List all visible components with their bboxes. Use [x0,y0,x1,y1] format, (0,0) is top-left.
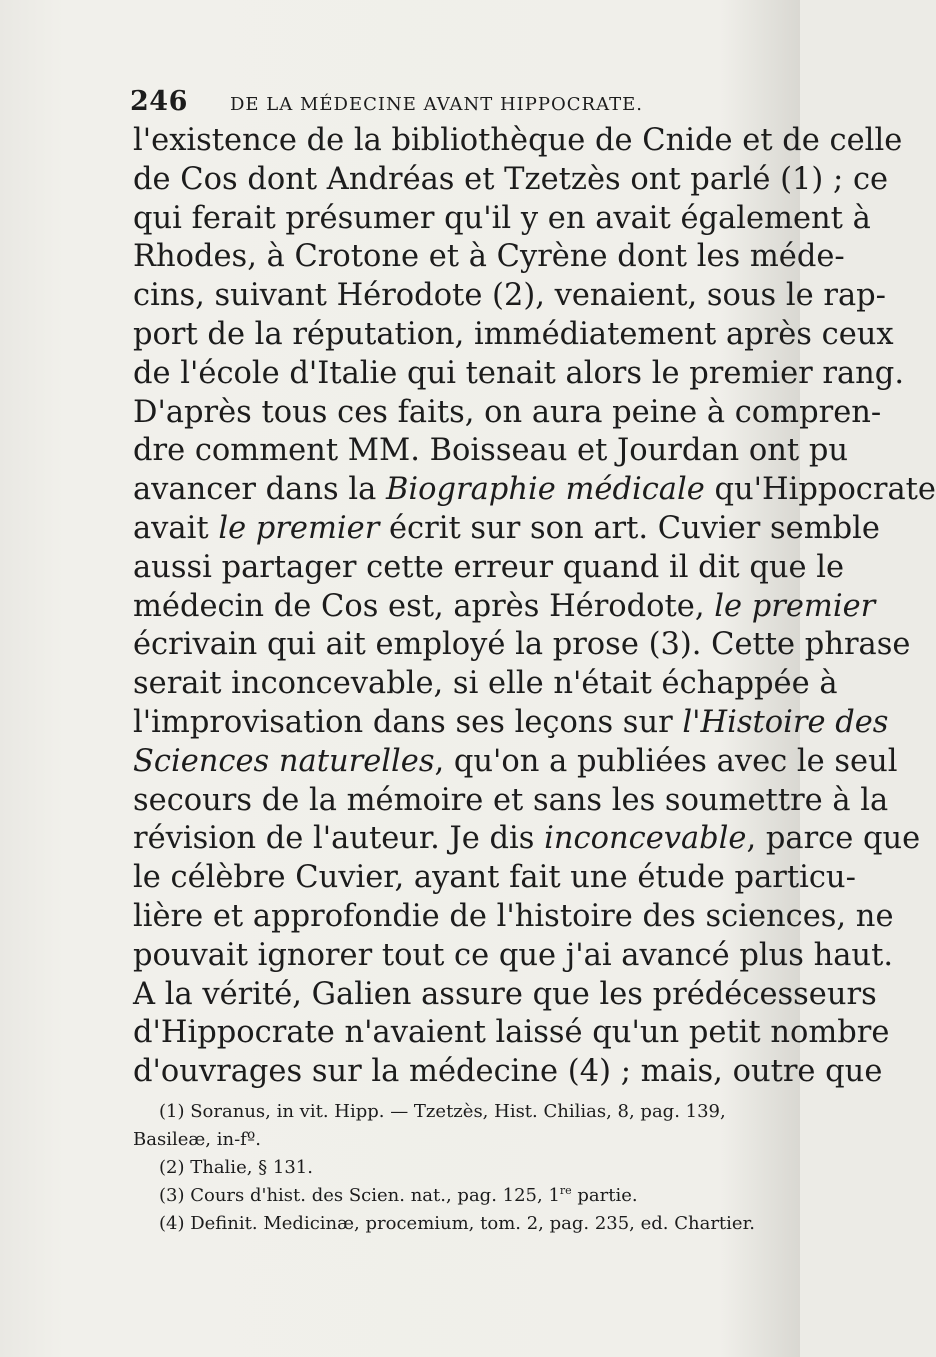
text-line [133,1053,883,1092]
text-run: avait [133,510,219,546]
text-run: d'ouvrages sur la médecine (4) ; mais, outre que [133,1054,883,1090]
text-run: qu'Hippocrate [704,472,936,508]
text-line [133,432,849,471]
text-line [133,122,903,161]
page-header [130,86,690,118]
text-run: aussi partager cette erreur quand il dit que le [133,549,845,585]
text-run: port de la réputation, immédiatement après ceux [133,316,894,352]
italic-phrase: le premier [218,510,380,546]
text-run: , parce que [746,821,921,857]
italic-phrase: l'Histoire des [682,704,889,740]
text-run: d'Hippocrate n'avaient laissé qu'un petit nombre [133,1015,890,1051]
footnote-3-end: partie. [571,1185,638,1206]
text-line [133,704,889,743]
text-line [133,743,898,782]
text-line [133,976,877,1015]
footnote-4: (4) Definit. Medicinæ, procemium, tom. 2, pag. 235, ed. Chartier. [159,1213,755,1234]
text-line [133,471,936,510]
body-text [133,122,936,1092]
text-run: , qu'on a publiées avec le seul [434,743,898,779]
text-run: lière et approfondie de l'histoire des sciences, ne [133,898,894,934]
text-line [133,161,889,200]
text-run: A la vérité, Galien assure que les prédécesseurs [133,976,877,1012]
italic-phrase: le premier [714,588,876,624]
running-title: DE LA MÉDECINE AVANT HIPPOCRATE. [230,94,643,115]
text-line [133,394,882,433]
text-run: pouvait ignorer tout ce que j'ai avancé plus haut. [133,937,894,973]
footnote-3-superscript: re [559,1184,572,1197]
italic-phrase: inconcevable [544,821,747,857]
footnotes [133,1098,755,1238]
text-line [133,782,889,821]
text-line [133,355,905,394]
text-run: écrivain qui ait employé la prose (3). Cette phrase [133,627,911,663]
text-run: serait inconcevable, si elle n'était échappée à [133,666,838,702]
text-line [133,626,911,665]
text-run: écrit sur son art. Cuvier semble [379,510,880,546]
text-run: de Cos dont Andréas et Tzetzès ont parlé (1) ; ce [133,161,889,197]
text-run: révision de l'auteur. Je dis [133,821,545,857]
footnote-1: (1) Soranus, in vit. Hipp. — Tzetzès, Hist. Chilias, 8, pag. 139, [159,1101,726,1122]
page-number: 246 [130,86,188,117]
text-line [133,510,880,549]
text-line [133,277,886,316]
text-line [133,898,894,937]
text-line [133,937,894,976]
text-run: le célèbre Cuvier, ayant fait une étude particu- [133,860,856,896]
footnote-3 [133,1182,755,1210]
text-line [133,316,894,355]
text-run: qui ferait présumer qu'il y en avait également à [133,200,871,236]
text-line [133,820,921,859]
text-run: avancer dans la [133,472,386,508]
footnote-2: (2) Thalie, § 131. [159,1157,313,1178]
text-run: médecin de Cos est, après Hérodote, [133,588,715,624]
text-run: Rhodes, à Crotone et à Cyrène dont les méde- [133,239,845,275]
text-run: l'existence de la bibliothèque de Cnide et de celle [133,123,903,158]
text-line [133,1014,890,1053]
text-run: l'improvisation dans ses leçons sur [133,704,683,740]
text-line [133,200,871,239]
text-line [133,549,845,588]
footnote-3-text: (3) Cours d'hist. des Scien. nat., pag. 125, 1 [159,1185,560,1206]
text-line [133,238,845,277]
footnote-1-continuation: Basileæ, in-fº. [133,1129,262,1150]
text-run: secours de la mémoire et sans les soumettre à la [133,782,889,818]
text-line [133,665,838,704]
text-run: dre comment MM. Boisseau et Jourdan ont pu [133,433,849,469]
text-line [133,859,856,898]
italic-phrase: Sciences naturelles [133,743,435,779]
italic-phrase: Biographie médicale [385,472,705,508]
text-run: cins, suivant Hérodote (2), venaient, sous le rap- [133,278,886,314]
text-run: D'après tous ces faits, on aura peine à compren- [133,394,882,430]
text-run: de l'école d'Italie qui tenait alors le premier rang. [133,355,905,391]
text-line [133,588,876,627]
